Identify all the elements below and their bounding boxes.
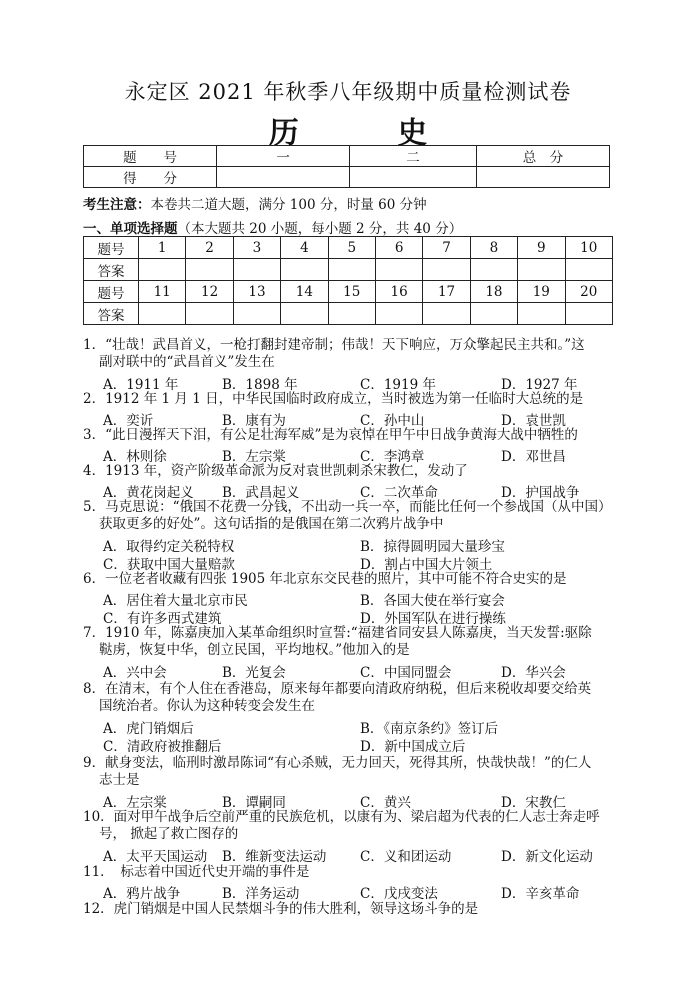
option-c[interactable]: C．孙中山 bbox=[360, 413, 425, 429]
question-11 bbox=[83, 864, 309, 881]
option-d[interactable]: D．割占中国大片领土 bbox=[360, 557, 493, 573]
answer-number-cell: 4 bbox=[281, 237, 328, 259]
answer-cell[interactable] bbox=[518, 259, 565, 281]
score-cell bbox=[476, 167, 609, 188]
answer-cell[interactable] bbox=[186, 303, 233, 325]
answer-number-cell: 5 bbox=[328, 237, 375, 259]
option-d[interactable]: D．外国军队在进行操练 bbox=[360, 611, 506, 627]
option-a[interactable]: A．黄花岗起义 bbox=[103, 485, 194, 501]
question-3 bbox=[83, 427, 578, 444]
answer-number-cell: 1 bbox=[139, 237, 186, 259]
option-a[interactable]: A．虎门销烟后 bbox=[103, 721, 194, 737]
answer-table-number-row bbox=[84, 281, 613, 303]
answer-cell[interactable] bbox=[233, 303, 280, 325]
option-b[interactable]: B．维新变法运动 bbox=[222, 849, 327, 865]
question-stem: 5．马克思说：“俄国不花费一分钱，不出动一兵一卒，而能比任何一个参战国（从中国） bbox=[83, 499, 612, 515]
question-10 bbox=[83, 809, 600, 843]
answer-cell[interactable] bbox=[565, 303, 612, 325]
note-text: 本卷共二道大题，满分 100 分，时量 60 分钟 bbox=[150, 197, 427, 213]
question-stem-continued: 国统治者。你认为这种转变会发生在 bbox=[99, 698, 315, 714]
option-a[interactable]: A．鸦片战争 bbox=[103, 886, 181, 902]
option-a[interactable]: A．太平天国运动 bbox=[103, 849, 208, 865]
answer-cell[interactable] bbox=[281, 259, 328, 281]
answer-cell[interactable] bbox=[281, 303, 328, 325]
option-a[interactable]: A．左宗棠 bbox=[103, 795, 167, 811]
question-stem-continued: 鞑虏，恢复中华，创立民国，平均地权。”他加入的是 bbox=[99, 642, 410, 658]
option-c[interactable]: C．1919 年 bbox=[360, 377, 436, 393]
exam-note bbox=[83, 193, 427, 213]
option-b[interactable]: B．掠得圆明园大量珍宝 bbox=[360, 539, 505, 555]
option-c[interactable]: C．李鸿章 bbox=[360, 449, 425, 465]
answer-number-cell: 20 bbox=[565, 281, 612, 303]
option-a[interactable]: A．奕䜣 bbox=[103, 413, 154, 429]
option-c[interactable]: C．清政府被推翻后 bbox=[103, 739, 222, 755]
answer-cell[interactable] bbox=[518, 303, 565, 325]
question-stem: 9．献身变法，临刑时激昂陈词“有心杀贼，无力回天，死得其所，快哉快哉！”的仁人 bbox=[83, 755, 592, 771]
score-cell bbox=[350, 167, 477, 188]
question-stem: 1．“壮哉！武昌首义，一枪打翻封建帝制；伟哉！天下响应，万众擎起民主共和。”这 bbox=[83, 337, 585, 353]
option-a[interactable]: A．1911 年 bbox=[103, 377, 179, 393]
answer-number-cell: 18 bbox=[470, 281, 517, 303]
option-d[interactable]: D．新文化运动 bbox=[501, 849, 593, 865]
question-stem: 6．一位老者收藏有四张 1905 年北京东交民巷的照片，其中可能不符合史实的是 bbox=[83, 571, 567, 587]
option-c[interactable]: C．获取中国大量赔款 bbox=[103, 557, 235, 573]
subject-title: 历 史 bbox=[268, 116, 472, 151]
option-d[interactable]: D．宋教仁 bbox=[501, 795, 566, 811]
answer-number-cell: 19 bbox=[518, 281, 565, 303]
option-c[interactable]: C．中国同盟会 bbox=[360, 665, 452, 681]
question-1 bbox=[83, 337, 585, 371]
question-8 bbox=[83, 681, 591, 715]
option-c[interactable]: C．有许多西式建筑 bbox=[103, 611, 222, 627]
answer-number-cell: 3 bbox=[233, 237, 280, 259]
option-a[interactable]: A．取得约定关税特权 bbox=[103, 539, 235, 555]
option-d[interactable]: D．华兴会 bbox=[501, 665, 566, 681]
answer-cell[interactable] bbox=[565, 259, 612, 281]
option-c[interactable]: C．黄兴 bbox=[360, 795, 411, 811]
answer-number-cell: 15 bbox=[328, 281, 375, 303]
option-b[interactable]: B．1898 年 bbox=[222, 377, 298, 393]
option-b[interactable]: B．《南京条约》签订后 bbox=[360, 721, 499, 737]
answer-cell[interactable] bbox=[423, 259, 470, 281]
question-stem: 8．在清末，有个人住在香港岛，原来每年都要向清政府纳税，但后来税收却要交给英 bbox=[83, 681, 592, 697]
option-d[interactable]: D．护国战争 bbox=[501, 485, 580, 501]
option-d[interactable]: D．袁世凯 bbox=[501, 413, 566, 429]
answer-cell[interactable] bbox=[375, 303, 422, 325]
exam-title: 永定区 2021 年秋季八年级期中质量检测试卷 bbox=[124, 80, 572, 104]
answer-number-cell: 10 bbox=[565, 237, 612, 259]
answer-cell[interactable] bbox=[328, 259, 375, 281]
answer-number-cell: 13 bbox=[233, 281, 280, 303]
answer-number-cell: 7 bbox=[423, 237, 470, 259]
answer-table-label: 题号 bbox=[84, 281, 139, 303]
option-a[interactable]: A．居住着大量北京市民 bbox=[103, 593, 248, 609]
question-stem-continued: 获取更多的好处”。这句话指的是俄国在第二次鸦片战争中 bbox=[99, 516, 444, 532]
option-d[interactable]: D．新中国成立后 bbox=[360, 739, 466, 755]
question-stem: 2．1912 年 1 月 1 日，中华民国临时政府成立，当时被选为第一任临时大总统的是 bbox=[83, 391, 584, 407]
answer-cell[interactable] bbox=[233, 259, 280, 281]
score-table-score-row bbox=[84, 167, 610, 188]
option-a[interactable]: A．兴中会 bbox=[103, 665, 167, 681]
answer-table-number-row bbox=[84, 237, 613, 259]
answer-number-cell: 8 bbox=[470, 237, 517, 259]
question-stem-continued: 副对联中的“武昌首义”发生在 bbox=[99, 354, 275, 370]
question-stem: 11． 标志着中国近代史开端的事件是 bbox=[83, 864, 310, 880]
note-label: 考生注意： bbox=[83, 197, 151, 213]
answer-cell[interactable] bbox=[139, 303, 186, 325]
option-b[interactable]: B．武昌起义 bbox=[222, 485, 300, 501]
score-cell: 二 bbox=[350, 146, 477, 167]
question-6 bbox=[83, 571, 567, 588]
section-text: （本大题共 20 小题，每小题 2 分，共 40 分） bbox=[177, 221, 463, 237]
section-heading bbox=[83, 217, 462, 237]
answer-cell[interactable] bbox=[328, 303, 375, 325]
question-stem-continued: 志士是 bbox=[99, 772, 140, 788]
option-c[interactable]: C．义和团运动 bbox=[360, 849, 452, 865]
question-2 bbox=[83, 391, 583, 408]
answer-table-label: 答案 bbox=[84, 303, 139, 325]
section-label: 一、单项选择题 bbox=[83, 221, 178, 237]
answer-table-answer-row bbox=[84, 303, 613, 325]
score-cell: 总 分 bbox=[476, 146, 609, 167]
score-cell: 题 号 bbox=[84, 146, 217, 167]
answer-table-label: 答案 bbox=[84, 259, 139, 281]
option-b[interactable]: B．各国大使在举行宴会 bbox=[360, 593, 505, 609]
answer-cell[interactable] bbox=[470, 259, 517, 281]
score-cell: 一 bbox=[217, 146, 350, 167]
answer-number-cell: 2 bbox=[186, 237, 233, 259]
option-b[interactable]: B．谭嗣同 bbox=[222, 795, 286, 811]
option-b[interactable]: B．左宗棠 bbox=[222, 449, 286, 465]
question-stem: 10．面对甲午战争后空前严重的民族危机，以康有为、梁启超为代表的仁人志士奔走呼 bbox=[83, 809, 600, 825]
option-d[interactable]: D．邓世昌 bbox=[501, 449, 566, 465]
answer-number-cell: 11 bbox=[139, 281, 186, 303]
question-stem: 3．“此日漫挥天下泪，有公足壮海军威”是为哀悼在甲午中日战争黄海大战中牺牲的 bbox=[83, 427, 578, 443]
answer-table bbox=[83, 236, 613, 325]
score-table bbox=[83, 145, 610, 188]
question-4 bbox=[83, 463, 468, 480]
answer-table-label: 题号 bbox=[84, 237, 139, 259]
score-cell: 得 分 bbox=[84, 167, 217, 188]
answer-cell[interactable] bbox=[186, 259, 233, 281]
question-12 bbox=[83, 901, 478, 918]
answer-cell[interactable] bbox=[139, 259, 186, 281]
answer-number-cell: 14 bbox=[281, 281, 328, 303]
question-stem-continued: 号， 掀起了救亡图存的 bbox=[99, 826, 239, 842]
answer-number-cell: 12 bbox=[186, 281, 233, 303]
answer-cell[interactable] bbox=[375, 259, 422, 281]
score-cell bbox=[217, 167, 350, 188]
answer-number-cell: 9 bbox=[518, 237, 565, 259]
question-9 bbox=[83, 755, 591, 789]
question-stem: 4．1913 年，资产阶级革命派为反对袁世凯刺杀宋教仁，发动了 bbox=[83, 463, 468, 479]
option-a[interactable]: A．林则徐 bbox=[103, 449, 167, 465]
option-b[interactable]: B．洋务运动 bbox=[222, 886, 300, 902]
question-7 bbox=[83, 625, 592, 659]
answer-number-cell: 17 bbox=[423, 281, 470, 303]
option-d[interactable]: D．辛亥革命 bbox=[501, 886, 580, 902]
answer-cell[interactable] bbox=[423, 303, 470, 325]
question-stem: 12．虎门销烟是中国人民禁烟斗争的伟大胜利，领导这场斗争的是 bbox=[83, 901, 479, 917]
answer-number-cell: 16 bbox=[375, 281, 422, 303]
answer-table-answer-row bbox=[84, 259, 613, 281]
score-table-header-row bbox=[84, 146, 610, 167]
answer-number-cell: 6 bbox=[375, 237, 422, 259]
option-b[interactable]: B．康有为 bbox=[222, 413, 286, 429]
option-c[interactable]: C．戊戌变法 bbox=[360, 886, 438, 902]
answer-cell[interactable] bbox=[470, 303, 517, 325]
option-d[interactable]: D．1927 年 bbox=[501, 377, 578, 393]
question-5 bbox=[83, 499, 612, 533]
question-stem: 7．1910 年，陈嘉庚加入某革命组织时宣誓:“福建省同安县人陈嘉庚，当天发誓:驱除 bbox=[83, 625, 592, 641]
option-c[interactable]: C．二次革命 bbox=[360, 485, 438, 501]
option-b[interactable]: B．光复会 bbox=[222, 665, 286, 681]
